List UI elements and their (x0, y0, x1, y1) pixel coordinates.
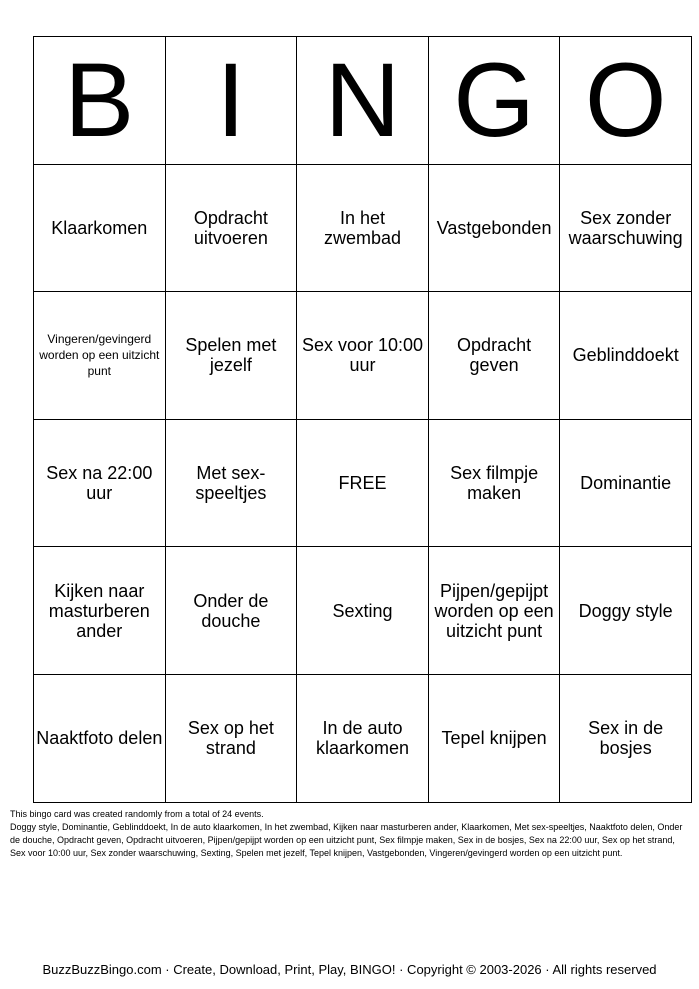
bingo-cell: Sex voor 10:00 uur (297, 292, 429, 420)
bingo-cell: Sexting (297, 547, 429, 675)
bingo-row-3 (34, 419, 692, 547)
bingo-row-5 (34, 674, 692, 802)
footnote-intro: This bingo card was created randomly from a total of 24 events. (10, 809, 264, 819)
bingo-cell: In de auto klaarkomen (297, 674, 429, 802)
bingo-cell: Geblinddoekt (560, 292, 692, 420)
header-letter-n: N (297, 37, 429, 165)
bingo-cell: Kijken naar masturberen ander (34, 547, 166, 675)
bingo-cell: Vingeren/gevingerd worden op een uitzicht punt (34, 292, 166, 420)
bingo-row-4 (34, 547, 692, 675)
bingo-cell: Met sex-speeltjes (165, 419, 297, 547)
bingo-cell: Sex filmpje maken (428, 419, 560, 547)
bingo-row-2 (34, 292, 692, 420)
bingo-cell: Opdracht uitvoeren (165, 164, 297, 292)
free-space-cell: FREE (297, 419, 429, 547)
header-letter-g: G (428, 37, 560, 165)
footnote-event-list: Doggy style, Dominantie, Geblinddoekt, In de auto klaarkomen, In het zwembad, Kijken naar masturberen ander, Klaarkomen, Met sex-speeltjes, Naaktfoto delen, Onder de douche, Opdracht geven, Opdracht uitvoeren, Pijpen/gepijpt worden op een uitzicht punt, Sex filmpje maken, Sex in de bosjes, Sex na 22:00 uur, Sex op het strand, Sex voor 10:00 uur, Sex zonder waarschuwing, Sexting, Spelen met jezelf, Tepel knijpen, Vastgebonden, Vingeren/gevingerd worden op een uitzicht punt. (10, 822, 683, 858)
header-letter-o: O (560, 37, 692, 165)
bingo-row-1 (34, 164, 692, 292)
bingo-card (33, 36, 692, 803)
header-letter-b: B (34, 37, 166, 165)
bingo-cell: Sex op het strand (165, 674, 297, 802)
bingo-cell: Tepel knijpen (428, 674, 560, 802)
bingo-cell: In het zwembad (297, 164, 429, 292)
bingo-cell: Spelen met jezelf (165, 292, 297, 420)
site-footer: BuzzBuzzBingo.com · Create, Download, Print, Play, BINGO! · Copyright © 2003-2026 · All rights reserved (42, 962, 657, 977)
bingo-cell: Naaktfoto delen (34, 674, 166, 802)
bingo-cell: Doggy style (560, 547, 692, 675)
header-row (34, 37, 692, 165)
bingo-cell: Klaarkomen (34, 164, 166, 292)
bingo-cell: Sex zonder waarschuwing (560, 164, 692, 292)
bingo-cell: Vastgebonden (428, 164, 560, 292)
bingo-cell: Pijpen/gepijpt worden op een uitzicht punt (428, 547, 560, 675)
header-letter-i: I (165, 37, 297, 165)
bingo-cell: Dominantie (560, 419, 692, 547)
bingo-cell: Sex in de bosjes (560, 674, 692, 802)
bingo-cell: Opdracht geven (428, 292, 560, 420)
bingo-cell: Sex na 22:00 uur (34, 419, 166, 547)
card-footnote (10, 808, 692, 860)
bingo-cell: Onder de douche (165, 547, 297, 675)
